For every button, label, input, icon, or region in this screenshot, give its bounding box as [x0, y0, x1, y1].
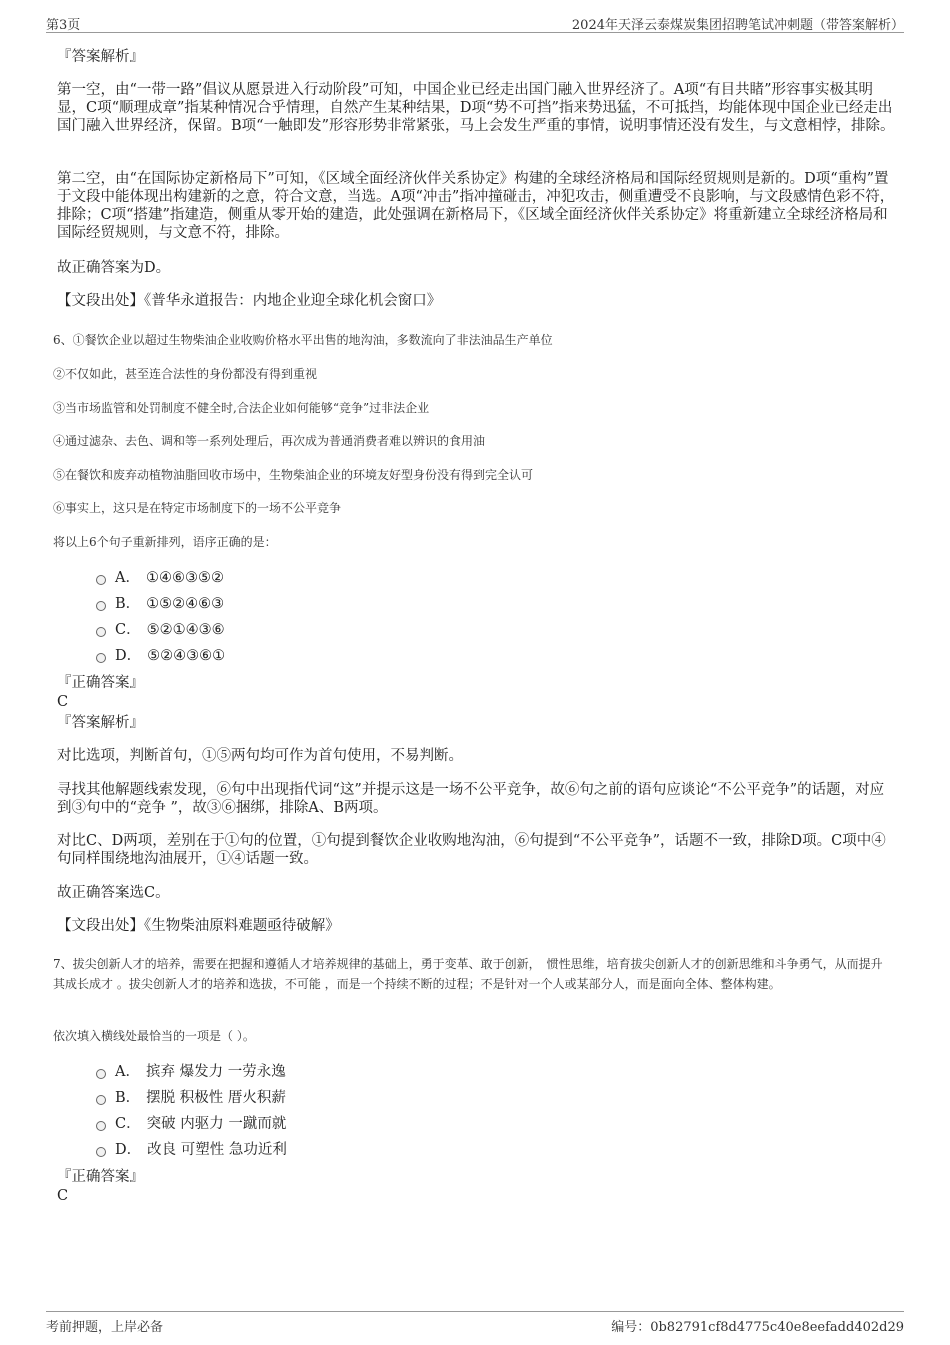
q6-answer-heading: 『正确答案』	[57, 675, 144, 691]
footer-slogan: 考前押题，上岸必备	[46, 1320, 164, 1335]
q7-option-d[interactable]	[96, 1141, 287, 1159]
q6-analysis-heading: 『答案解析』	[57, 715, 144, 731]
footer-code-value: 0b82791cf8d4775c40e8eefadd402d29	[650, 1320, 904, 1335]
q6-sentence-6: ⑥事实上，这只是在特定市场制度下的一场不公平竞争	[53, 501, 342, 515]
q6-option-a[interactable]	[96, 569, 224, 587]
q7-option-b-text: 摆脱 积极性 厝火积薪	[146, 1090, 286, 1106]
q6-option-c[interactable]	[96, 621, 225, 639]
radio-circle-icon[interactable]	[96, 1095, 106, 1105]
q7-option-b[interactable]	[96, 1089, 286, 1107]
q6-prompt: 将以上6个句子重新排列，语序正确的是：	[53, 535, 277, 549]
q6-sentence-3: ③当市场监管和处罚制度不健全时,合法企业如何能够“竞争”过非法企业	[53, 401, 430, 415]
q7-option-b-key: B．	[115, 1090, 141, 1106]
page-footer	[46, 1311, 904, 1336]
q6-option-a-key: A．	[115, 570, 140, 586]
q7-option-c-key: C．	[115, 1116, 141, 1132]
q6-sentence-4: ④通过滤杂、去色、调和等一系列处理后，再次成为普通消费者难以辨识的食用油	[53, 434, 486, 448]
radio-circle-icon[interactable]	[96, 575, 106, 585]
q6-option-d[interactable]	[96, 647, 225, 665]
q6-sentence-2: ②不仅如此，甚至连合法性的身份都没有得到重视	[53, 367, 318, 381]
q6-option-b[interactable]	[96, 595, 224, 613]
q6-analysis-paragraph-2: 寻找其他解题线索发现，⑥句中出现指代词“这”并提示这是一场不公平竞争，故⑥句之前的语句应谈论“不公平竞争”的话题，对应到③句中的“竞争 ”，故③⑥捆绑，排除A、B两项。	[57, 782, 885, 816]
radio-circle-icon[interactable]	[96, 1069, 106, 1079]
q6-option-a-text: ①④⑥③⑤②	[145, 570, 224, 586]
q5-analysis-heading: 『答案解析』	[57, 49, 144, 65]
q6-option-d-text: ⑤②④③⑥①	[147, 648, 226, 664]
q7-option-d-key: D．	[115, 1142, 142, 1158]
radio-circle-icon[interactable]	[96, 601, 106, 611]
q6-answer: C	[57, 694, 69, 710]
radio-circle-icon[interactable]	[96, 1147, 106, 1157]
q6-option-b-key: B．	[115, 596, 141, 612]
q6-source: 【文段出处】《生物柴油原料难题亟待破解》	[57, 918, 340, 934]
radio-circle-icon[interactable]	[96, 653, 106, 663]
q6-analysis-paragraph-3: 对比C、D两项，差别在于①句的位置，①句提到餐饮企业收购地沟油，⑥句提到“不公平竞争”，话题不一致，排除D项。C项中④句同样围绕地沟油展开，①④话题一致。	[57, 833, 886, 867]
q6-conclusion: 故正确答案选C。	[57, 885, 170, 901]
footer-code	[611, 1316, 904, 1335]
q7-option-a-key: A．	[115, 1064, 140, 1080]
q6-sentence-5: ⑤在餐饮和废弃动植物油脂回收市场中，生物柴油企业的环境友好型身份没有得到完全认可	[53, 468, 534, 482]
q7-option-c-text: 突破 内驱力 一蹴而就	[146, 1116, 287, 1132]
q6-option-b-text: ①⑤②④⑥③	[146, 596, 225, 612]
q7-answer-heading: 『正确答案』	[57, 1169, 144, 1185]
q7-stem: 7、拔尖创新人才的培养，需要在把握和遵循人才培养规律的基础上，勇于变革、敢于创新， 惯性思维，培育拔尖创新人才的创新思维和斗争勇气，从而提升其成长成才 。拔尖创新人才的培养和选拔，不可能 ，而是一个持续不断的过程；不是针对一个人或某部分人，而是面向全体、整体构建。	[53, 957, 883, 991]
document-title: 2024年天泽云泰煤炭集团招聘笔试冲刺题（带答案解析）	[571, 18, 904, 33]
page-header	[46, 12, 904, 33]
q7-option-a-text: 摈弃 爆发力 一劳永逸	[145, 1064, 286, 1080]
radio-circle-icon[interactable]	[96, 1121, 106, 1131]
q6-option-d-key: D．	[115, 648, 142, 664]
page-number: 第3页	[46, 18, 81, 33]
q6-option-c-text: ⑤②①④③⑥	[146, 622, 225, 638]
q6-sentence-1: 6、①餐饮企业以超过生物柴油企业收购价格水平出售的地沟油，多数流向了非法油品生产单位	[53, 333, 553, 347]
q7-option-d-text: 改良 可塑性 急功近利	[147, 1142, 287, 1158]
q7-option-a[interactable]	[96, 1063, 286, 1081]
q5-analysis-paragraph-1: 第一空，由“一带一路”倡议从愿景进入行动阶段”可知，中国企业已经走出国门融入世界经济了。A项“有目共睹”形容事实极其明显，C项“顺理成章”指某种情况合乎情理，自然产生某种结果，D项“势不可挡”指来势迅猛，不可抵挡，均能体现中国企业已经走出国门融入世界经济，保留。B项“一触即发”形容形势非常紧张，马上会发生严重的事情，说明事情还没有发生，与文意相悖，排除。	[57, 82, 895, 134]
radio-circle-icon[interactable]	[96, 627, 106, 637]
q7-option-c[interactable]	[96, 1115, 286, 1133]
q7-prompt: 依次填入横线处最恰当的一项是（ ）。	[53, 1029, 255, 1043]
q7-answer: C	[57, 1188, 69, 1204]
q5-conclusion: 故正确答案为D。	[57, 260, 171, 276]
q5-analysis-paragraph-2: 第二空，由“在国际协定新格局下”可知，《区域全面经济伙伴关系协定》构建的全球经济格局和国际经贸规则是新的。D项“重构”置于文段中能体现出构建新的之意，符合文意，当选。A项“冲击”指冲撞碰击，冲犯攻击，侧重遭受不良影响，与文段感情色彩不符，排除；C项“搭建”指建造，侧重从零开始的建造，此处强调在新格局下，《区域全面经济伙伴关系协定》将重新建立全球经济格局和国际经贸规则，与文意不符，排除。	[57, 171, 895, 241]
footer-code-label: 编号：	[611, 1320, 651, 1335]
q6-option-c-key: C．	[115, 622, 141, 638]
q5-source: 【文段出处】《普华永道报告：内地企业迎全球化机会窗口》	[57, 293, 442, 309]
q6-analysis-paragraph-1: 对比选项，判断首句，①⑤两句均可作为首句使用，不易判断。	[57, 748, 463, 764]
